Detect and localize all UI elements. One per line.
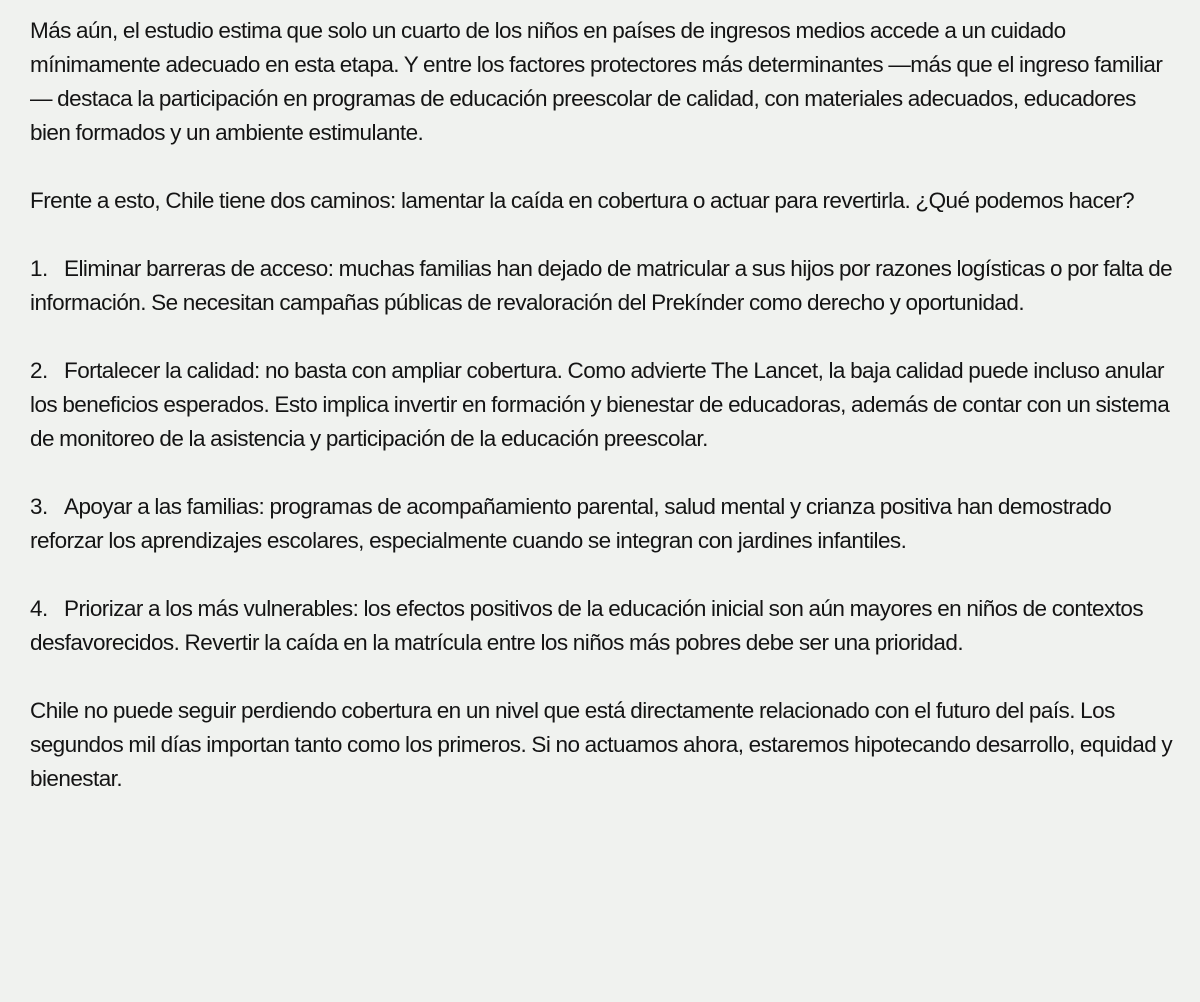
proposal-text: Priorizar a los más vulnerables: los efectos positivos de la educación inicial son aún mayores en niños de contextos desfavorecidos. Revertir la caída en la matrícula entre los niños más pobres debe ser una prioridad.	[30, 596, 1144, 655]
proposal-item-3	[30, 490, 1180, 558]
proposal-number: 3.	[30, 494, 48, 519]
proposal-item-1	[30, 252, 1180, 320]
proposal-number: 1.	[30, 256, 48, 281]
proposal-item-4	[30, 592, 1180, 660]
question-paragraph: Frente a esto, Chile tiene dos caminos: lamentar la caída en cobertura o actuar para revertirla. ¿Qué podemos hacer?	[30, 188, 1135, 213]
proposal-number: 2.	[30, 358, 48, 383]
proposal-number: 4.	[30, 596, 48, 621]
intro-paragraph: Más aún, el estudio estima que solo un cuarto de los niños en países de ingresos medios accede a un cuidado mínimamente adecuado en esta etapa. Y entre los factores protectores más determinantes —más que el ingreso familiar— destaca la participación en programas de educación preescolar de calidad, con materiales adecuados, educadores bien formados y un ambiente estimulante.	[30, 18, 1163, 145]
proposal-item-2	[30, 354, 1180, 456]
proposal-text: Fortalecer la calidad: no basta con ampliar cobertura. Como advierte The Lancet, la baja calidad puede incluso anular los beneficios esperados. Esto implica invertir en formación y bienestar de educadoras, además de contar con un sistema de monitoreo de la asistencia y participación de la educación preescolar.	[30, 358, 1170, 451]
conclusion-paragraph: Chile no puede seguir perdiendo cobertura en un nivel que está directamente relacionado con el futuro del país. Los segundos mil días importan tanto como los primeros. Si no actuamos ahora, estaremos hipotecando desarrollo, equidad y bienestar.	[30, 698, 1173, 791]
proposal-text: Eliminar barreras de acceso: muchas familias han dejado de matricular a sus hijos por razones logísticas o por falta de información. Se necesitan campañas públicas de revaloración del Prekínder como derecho y oportunidad.	[30, 256, 1173, 315]
article-body	[30, 14, 1180, 796]
proposal-text: Apoyar a las familias: programas de acompañamiento parental, salud mental y crianza positiva han demostrado reforzar los aprendizajes escolares, especialmente cuando se integran con jardines infantiles.	[30, 494, 1112, 553]
